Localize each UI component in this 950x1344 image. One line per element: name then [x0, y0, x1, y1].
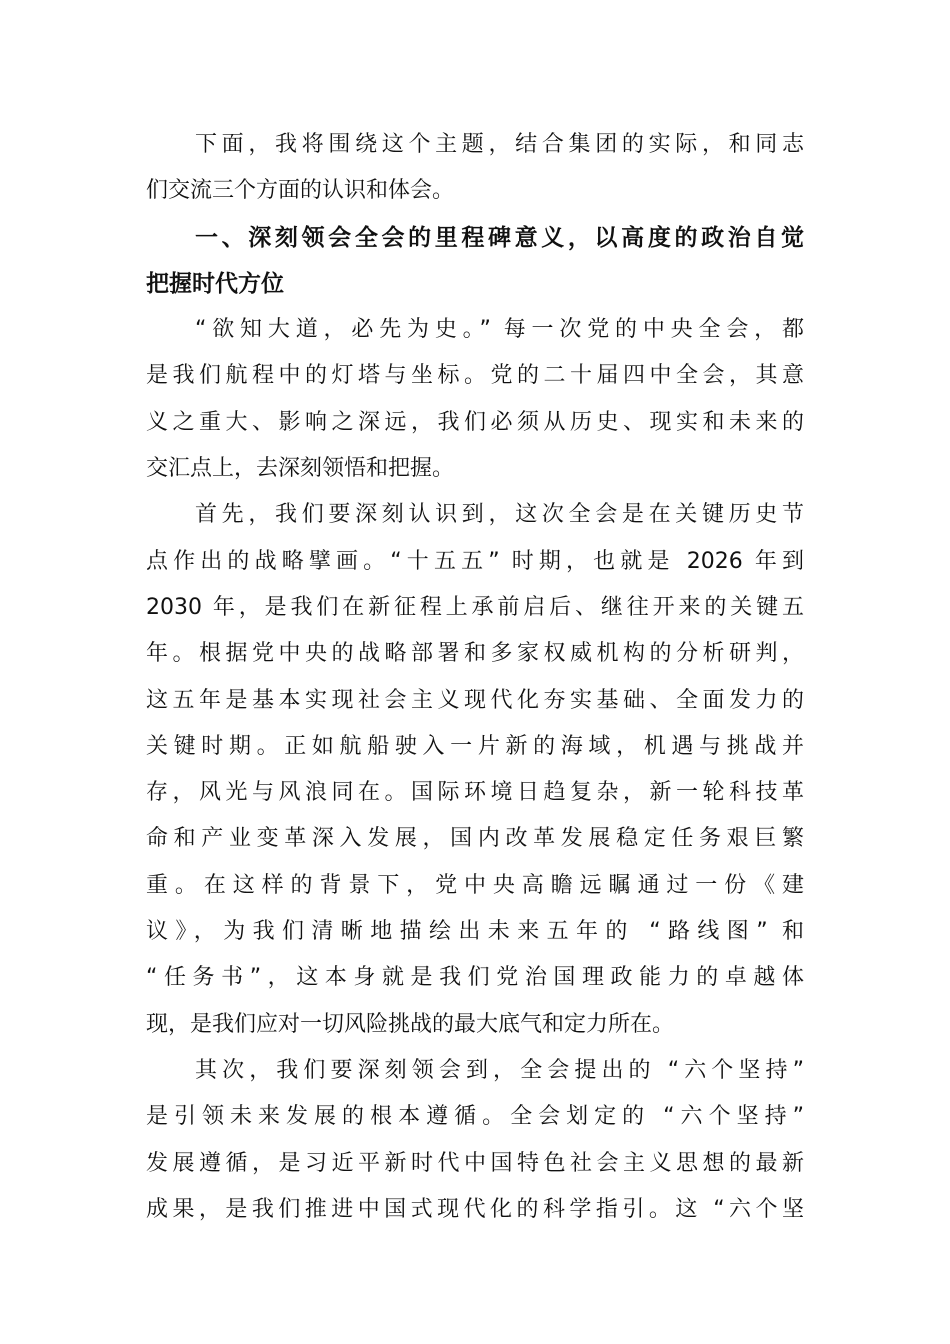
paragraph — [146, 1048, 804, 1233]
section-heading — [146, 215, 804, 308]
text-line: 发展遵循，是习近平新时代中国特色社会主义思想的最新 — [146, 1150, 804, 1176]
text-line: 其次，我们要深刻领会到，全会提出的 “六个坚持” — [195, 1057, 804, 1083]
text-line: “任务书”，这本身就是我们党治国理政能力的卓越体 — [146, 965, 804, 991]
text-line: 命和产业变革深入发展，国内改革发展稳定任务艰巨繁 — [146, 826, 804, 852]
text-line: 们交流三个方面的认识和体会。 — [146, 178, 455, 204]
text-line: “欲知大道，必先为史。” 每一次党的中央全会，都 — [195, 317, 804, 343]
text-line: 议》，为我们清晰地描绘出未来五年的 “路线图” 和 — [146, 919, 804, 945]
text-line: 重。在这样的背景下，党中央高瞻远瞩通过一份《建 — [146, 872, 804, 898]
text-line: 成果，是我们推进中国式现代化的科学指引。这 “六个坚 — [146, 1196, 804, 1222]
text-line: 是引领未来发展的根本遵循。全会划定的 “六个坚持” — [146, 1104, 804, 1130]
text-line: 存，风光与风浪同在。国际环境日趋复杂，新一轮科技革 — [146, 780, 804, 806]
text-line: 义之重大、影响之深远，我们必须从历史、现实和未来的 — [146, 409, 804, 435]
text-line: 下面，我将围绕这个主题，结合集团的实际，和同志 — [195, 132, 804, 157]
text-line: 点作出的战略擘画。“十五五” 时期，也就是 2026 年到 — [146, 548, 804, 574]
text-line: 一、深刻领会全会的里程碑意义，以高度的政治自觉 — [195, 224, 804, 251]
document-page — [146, 122, 804, 1233]
text-line: 年。根据党中央的战略部署和多家权威机构的分析研判， — [146, 641, 804, 667]
text-line: 把握时代方位 — [146, 270, 284, 297]
text-line: 这五年是基本实现社会主义现代化夯实基础、全面发力的 — [146, 687, 804, 713]
text-line: 关键时期。正如航船驶入一片新的海域，机遇与挑战并 — [146, 733, 804, 759]
text-line: 首先，我们要深刻认识到，这次全会是在关键历史节 — [195, 502, 804, 528]
text-line: 是我们航程中的灯塔与坐标。党的二十届四中全会，其意 — [146, 363, 804, 389]
paragraph — [146, 492, 804, 1048]
text-line: 2030 年，是我们在新征程上承前启后、继往开来的关键五 — [146, 594, 804, 620]
paragraph — [146, 122, 804, 215]
text-line: 现，是我们应对一切风险挑战的最大底气和定力所在。 — [146, 1011, 675, 1037]
paragraph — [146, 307, 804, 492]
text-line: 交汇点上，去深刻领悟和把握。 — [146, 456, 455, 482]
